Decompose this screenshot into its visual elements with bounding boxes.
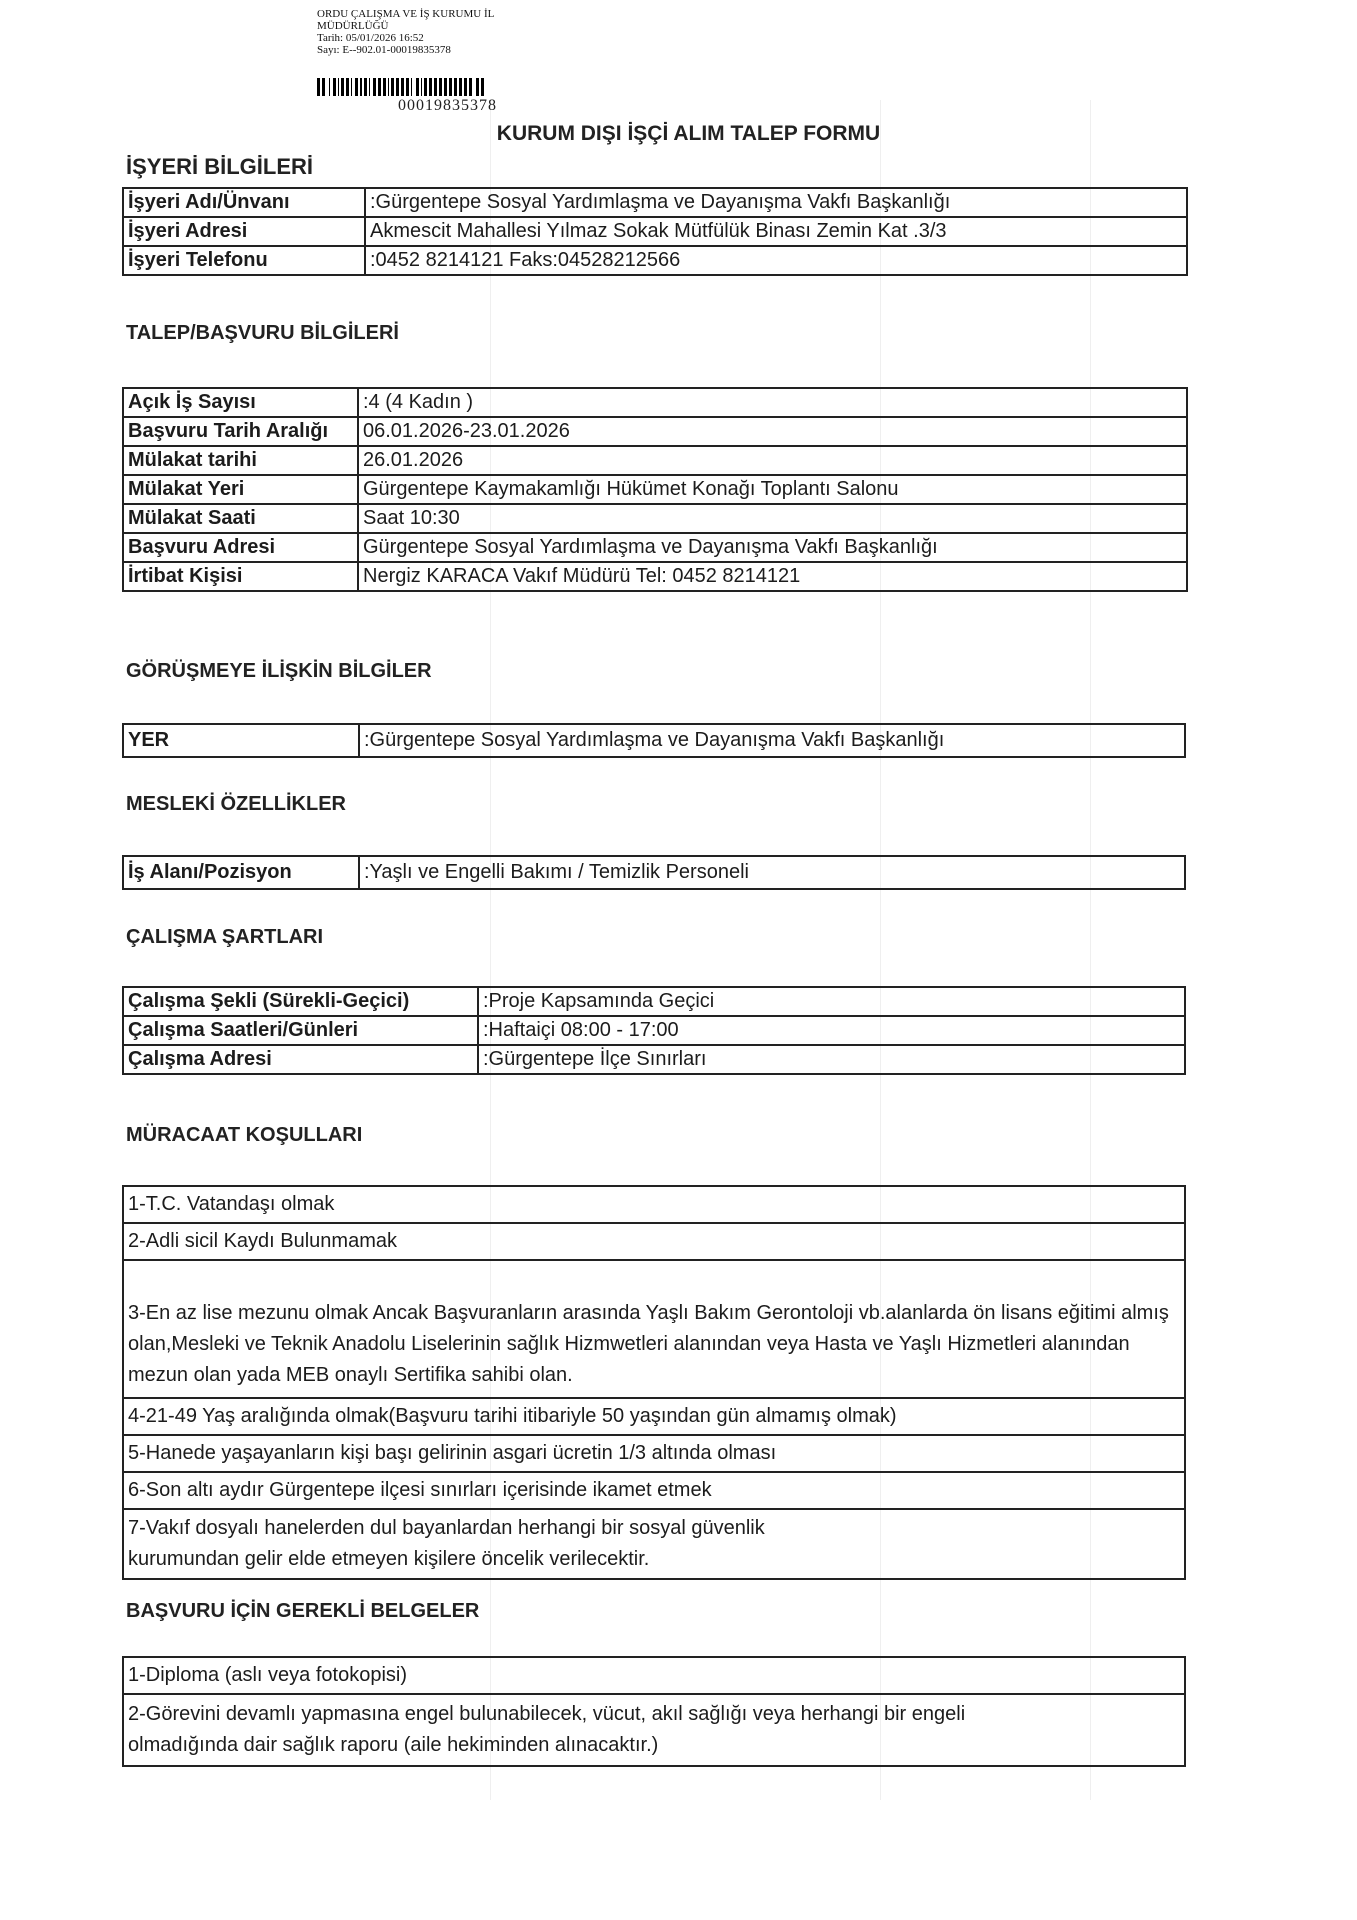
row-label: Açık İş Sayısı <box>123 388 358 417</box>
gorusme-table <box>122 723 1186 758</box>
row-label: Çalışma Adresi <box>123 1045 478 1074</box>
table-row <box>123 1435 1185 1472</box>
isyeri-table <box>122 187 1188 276</box>
form-title: KURUM DIŞI İŞÇİ ALIM TALEP FORMU <box>496 122 881 145</box>
table-row <box>123 533 1187 562</box>
document-item: 1-Diploma (aslı veya fotokopisi) <box>123 1657 1185 1694</box>
table-row <box>123 446 1187 475</box>
row-value: :Haftaiçi 08:00 - 17:00 <box>478 1016 1185 1045</box>
condition-item: 7-Vakıf dosyalı hanelerden dul bayanlardan herhangi bir sosyal güvenlik kurumundan gelir elde etmeyen kişilere öncelik verilecektir. <box>123 1509 1185 1579</box>
table-row <box>123 388 1187 417</box>
section-title-talep: TALEP/BAŞVURU BİLGİLERİ <box>126 322 399 344</box>
condition-item: 5-Hanede yaşayanların kişi başı gelirinin asgari ücretin 1/3 altında olması <box>123 1435 1185 1472</box>
condition-item: 2-Adli sicil Kaydı Bulunmamak <box>123 1223 1185 1260</box>
row-value: 26.01.2026 <box>358 446 1187 475</box>
row-label: Mülakat Yeri <box>123 475 358 504</box>
row-value: :4 (4 Kadın ) <box>358 388 1187 417</box>
table-row <box>123 1472 1185 1509</box>
row-value: :Yaşlı ve Engelli Bakımı / Temizlik Personeli <box>359 856 1185 889</box>
section-title-isyeri: İŞYERİ BİLGİLERİ <box>126 154 314 179</box>
row-label: İşyeri Adı/Ünvanı <box>123 188 365 217</box>
row-label: Başvuru Adresi <box>123 533 358 562</box>
row-value: :Gürgentepe İlçe Sınırları <box>478 1045 1185 1074</box>
row-value: 06.01.2026-23.01.2026 <box>358 417 1187 446</box>
row-label: Çalışma Şekli (Sürekli-Geçici) <box>123 987 478 1016</box>
condition-item: 6-Son altı aydır Gürgentepe ilçesi sınırları içerisinde ikamet etmek <box>123 1472 1185 1509</box>
table-row <box>123 856 1185 889</box>
row-value: :Gürgentepe Sosyal Yardımlaşma ve Dayanışma Vakfı Başkanlığı <box>359 724 1185 757</box>
stamp-number: Sayı: E--902.01-00019835378 <box>317 44 451 56</box>
row-value: Gürgentepe Sosyal Yardımlaşma ve Dayanışma Vakfı Başkanlığı <box>358 533 1187 562</box>
row-label: İşyeri Adresi <box>123 217 365 246</box>
condition-item: 1-T.C. Vatandaşı olmak <box>123 1186 1185 1223</box>
belgeler-table <box>122 1656 1186 1767</box>
table-row <box>123 475 1187 504</box>
row-label: Başvuru Tarih Aralığı <box>123 417 358 446</box>
barcode <box>317 78 602 96</box>
table-row <box>123 1398 1185 1435</box>
table-row <box>123 246 1187 275</box>
row-value: :Proje Kapsamında Geçici <box>478 987 1185 1016</box>
section-title-belgeler: BAŞVURU İÇİN GEREKLİ BELGELER <box>126 1600 480 1622</box>
stamp-org-line2: MÜDÜRLÜĞÜ <box>317 20 389 32</box>
table-row <box>123 504 1187 533</box>
row-label: Mülakat Saati <box>123 504 358 533</box>
registry-stamp <box>317 8 494 56</box>
table-row <box>123 1694 1185 1766</box>
row-value: :Gürgentepe Sosyal Yardımlaşma ve Dayanışma Vakfı Başkanlığı <box>365 188 1187 217</box>
section-title-gorusme: GÖRÜŞMEYE İLİŞKİN BİLGİLER <box>126 660 432 682</box>
table-row <box>123 724 1185 757</box>
section-title-calisma: ÇALIŞMA ŞARTLARI <box>126 926 324 948</box>
table-row <box>123 1186 1185 1223</box>
row-label: Çalışma Saatleri/Günleri <box>123 1016 478 1045</box>
calisma-table <box>122 986 1186 1075</box>
condition-item: 4-21-49 Yaş aralığında olmak(Başvuru tarihi itibariyle 50 yaşından gün almamış olmak) <box>123 1398 1185 1435</box>
table-row <box>123 417 1187 446</box>
condition-item: 3-En az lise mezunu olmak Ancak Başvuranların arasında Yaşlı Bakım Gerontoloji vb.alanlarda ön lisans eğitimi almış olan,Mesleki ve Teknik Anadolu Liselerinin sağlık Hizmwetleri alanından veya Hasta ve Yaşlı Hizmetleri alanından mezun olan yada MEB onaylı Sertifika sahibi olan. <box>123 1260 1185 1398</box>
table-row <box>123 217 1187 246</box>
section-title-muracaat: MÜRACAAT KOŞULLARI <box>126 1124 363 1146</box>
table-row <box>123 987 1185 1016</box>
row-label: Mülakat tarihi <box>123 446 358 475</box>
muracaat-table <box>122 1185 1186 1580</box>
table-row <box>123 1509 1185 1579</box>
table-row <box>123 1223 1185 1260</box>
table-row <box>123 188 1187 217</box>
talep-table <box>122 387 1188 592</box>
document-item: 2-Görevini devamlı yapmasına engel bulunabilecek, vücut, akıl sağlığı veya herhangi bir engeli olmadığında dair sağlık raporu (aile hekiminden alınacaktır.) <box>123 1694 1185 1766</box>
row-label: YER <box>123 724 359 757</box>
row-value: Saat 10:30 <box>358 504 1187 533</box>
barcode-number: 00019835378 <box>398 97 497 114</box>
row-value: Gürgentepe Kaymakamlığı Hükümet Konağı Toplantı Salonu <box>358 475 1187 504</box>
row-label: İşyeri Telefonu <box>123 246 365 275</box>
table-row <box>123 1260 1185 1398</box>
table-row <box>123 1657 1185 1694</box>
row-label: İrtibat Kişisi <box>123 562 358 591</box>
table-row <box>123 562 1187 591</box>
row-value: Nergiz KARACA Vakıf Müdürü Tel: 0452 8214121 <box>358 562 1187 591</box>
table-row <box>123 1045 1185 1074</box>
table-row <box>123 1016 1185 1045</box>
stamp-date: Tarih: 05/01/2026 16:52 <box>317 32 424 44</box>
stamp-org-line1: ORDU ÇALIŞMA VE İŞ KURUMU İL <box>317 8 495 20</box>
mesleki-table <box>122 855 1186 890</box>
row-label: İş Alanı/Pozisyon <box>123 856 359 889</box>
row-value: :0452 8214121 Faks:04528212566 <box>365 246 1187 275</box>
section-title-mesleki: MESLEKİ ÖZELLİKLER <box>126 793 346 815</box>
row-value: Akmescit Mahallesi Yılmaz Sokak Mütfülük Binası Zemin Kat .3/3 <box>365 217 1187 246</box>
